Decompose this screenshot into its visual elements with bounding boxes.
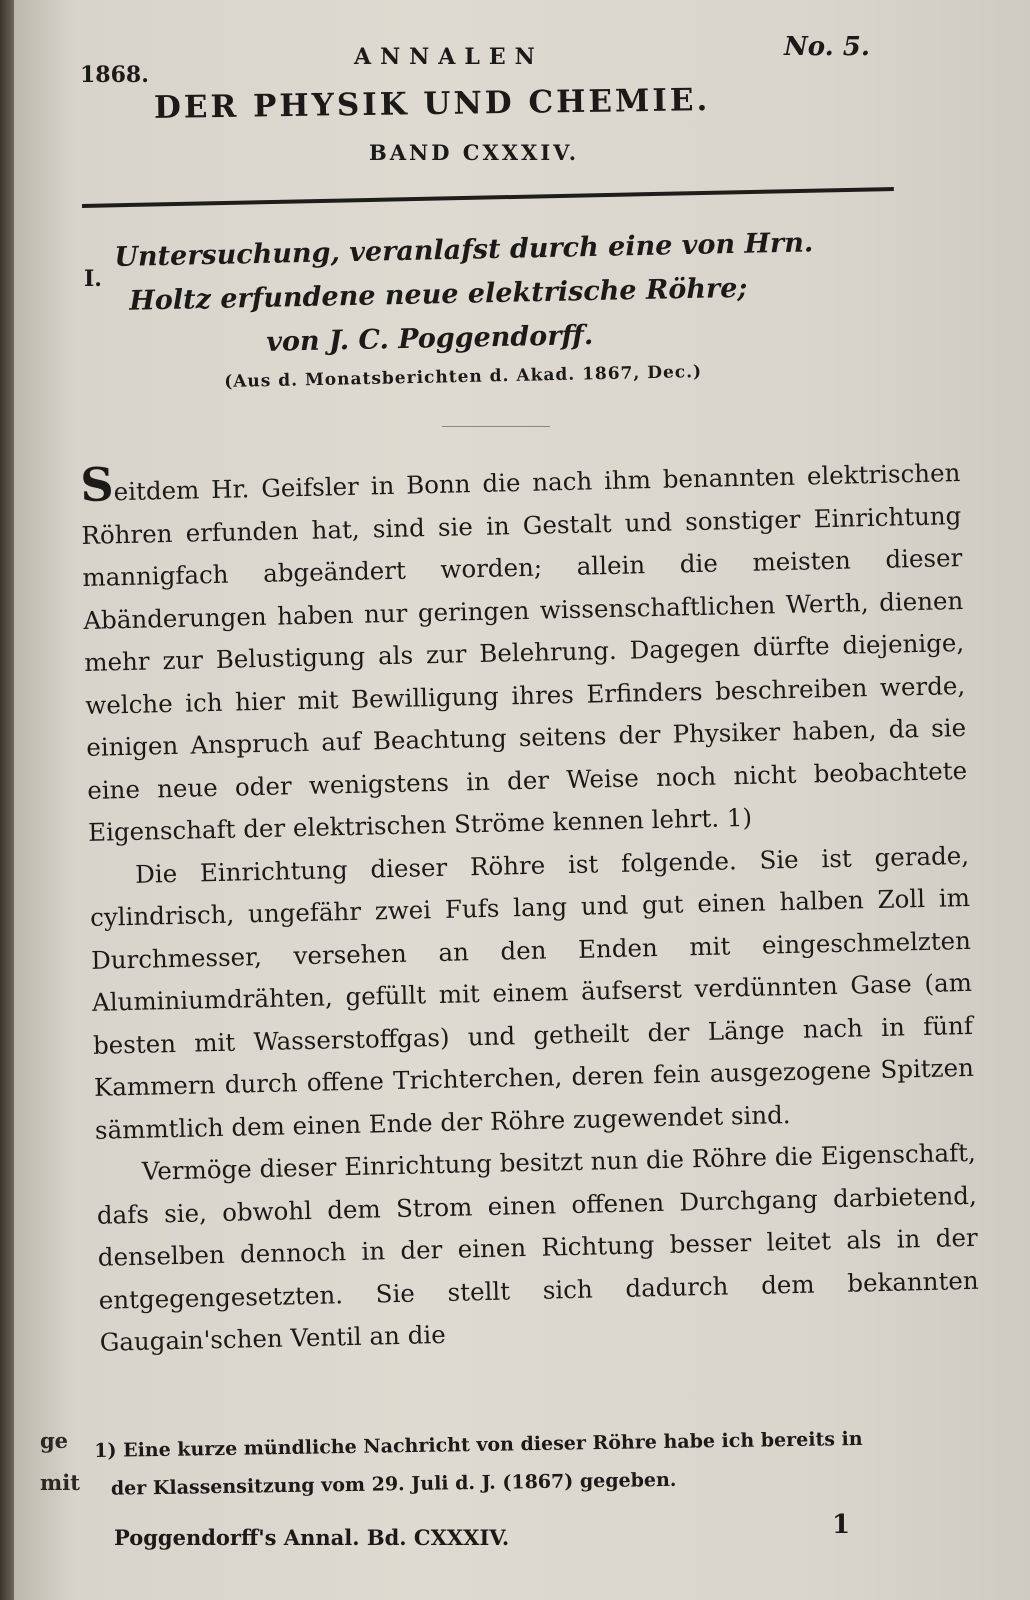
article-body [80,450,980,1364]
header-year: 1868. [80,62,149,88]
title-divider [442,426,550,427]
paragraph-text: eitdem Hr. Geifsler in Bonn die nach ihm benannten elektrischen Röhren erfunden hat, sind sie in Gestalt und sonstiger Einrichtung mannigfach abgeändert worden; allein die meisten dieser Abänderungen haben nur geringen wissenschaftlichen Werth, dienen mehr zur Belustigung als zur Belehrung. Dagegen dürfte diejenige, welche ich hier mit Bewilligung ihres Erfinders beschreiben werde, einigen Anspruch auf Beachtung seitens der Physiker haben, da sie eine neue oder wenigstens in der Weise noch nicht beobachtete Eigenschaft der elektrischen Ströme kennen lehrt. 1) [81,458,968,847]
title-author-line: von J. C. Poggendorff. [265,319,594,358]
header-series: ANNALEN [354,44,544,70]
sheet-number: 1 [832,1510,851,1540]
drop-cap: S [79,457,115,512]
paragraph [80,450,968,854]
margin-fragment: mit [40,1470,80,1495]
margin-fragment: ge [40,1428,69,1453]
article-source: (Aus d. Monatsberichten d. Akad. 1867, Dec.) [224,361,703,392]
article-title [114,219,927,368]
journal-page [14,0,1030,1600]
title-line: Untersuchung, veranlafst durch eine von Hrn. [114,227,814,273]
paragraph: Die Einrichtung dieser Röhre ist folgende. Sie ist gerade, cylindrisch, ungefähr zwei Fufs lang und gut einen halben Zoll im Durchmesser, versehen an den Enden mit eingeschmelzten Aluminiumdrähten, gefüllt mit einem äufserst verdünnten Gase (am besten mit Wasserstoffgas) und getheilt der Länge nach in fünf Kammern durch offene Trichterchen, deren fein ausgezogene Spitzen sämmtlich dem einen Ende der Röhre zugewendet sind. [89,840,975,1145]
header-volume: BAND CXXXIV. [369,140,580,165]
header-rule [82,187,894,208]
footnote-line: 1) Eine kurze mündliche Nachricht von dieser Röhre habe ich bereits in [94,1427,863,1462]
footer-signature: Poggendorff's Annal. Bd. CXXXIV. [114,1525,510,1550]
header-journal-title: DER PHYSIK UND CHEMIE. [153,82,711,126]
book-spine [0,0,14,1600]
title-line: Holtz erfundene neue elektrische Röhre; [129,272,748,317]
paragraph: Vermöge dieser Einrichtung besitzt nun die Röhre die Eigenschaft, dafs sie, obwohl dem Strom einen offenen Durchgang darbietend, denselben dennoch in der einen Richtung besser leitet als in der entgegengesetzten. Sie stellt sich dadurch dem bekannten Gaugain'schen Ventil an die [96,1137,979,1357]
footnote-line: der Klassensitzung vom 29. Juli d. J. (1867) gegeben. [110,1468,677,1500]
header-issue: No. 5. [784,32,870,62]
article-number: I. [84,266,102,292]
footnote [94,1418,975,1508]
